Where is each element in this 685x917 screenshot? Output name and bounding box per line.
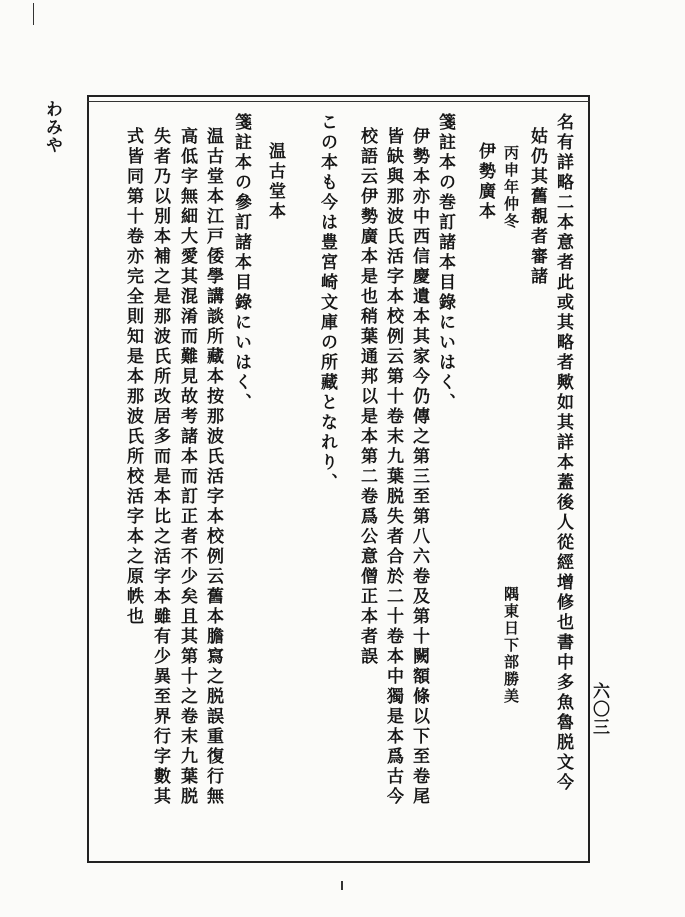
scan-mark [33,3,34,25]
text-column-1: 名有詳略二本意者此或其略者歟如其詳本蓋後人從經增修也書中多魚魯脱文今 [553,113,573,793]
text-column-2: 姑仍其舊覩者審諸 [527,127,547,287]
date-line: 丙申年仲冬 [502,145,520,230]
text-column-15: 失者乃以別本補之是那波氏所改居多而是本比之活字本雖有少異至界行字數其 [150,127,170,807]
text-column-13: 温古堂本江戸倭學講談所藏本按那波氏活字本校例云舊本膽寫之脱誤重復行無 [203,127,223,807]
page-number: 六〇三 [589,682,609,736]
author-signature: 隅東日下部勝美 [502,586,520,705]
top-rule [87,101,590,102]
text-column-8: 皆缺與那波氏活字本校例云第十卷末九葉脱失者合於二十卷本中獨是本爲古今 [383,127,403,807]
section-heading-onkodo: 温古堂本 [265,142,285,222]
scan-speck [341,881,343,890]
section-heading-ise: 伊勢廣本 [475,142,495,222]
text-column-7: 伊勢本亦中西信慶遺本其家今仍傳之第三至第八六卷及第十闕額條以下至卷尾 [409,127,429,807]
text-column-9: 校語云伊勢廣本是也稍葉通邦以是本第二卷爲公意僧正本者誤 [357,127,377,667]
running-head: わみや [42,100,62,154]
text-column-14: 高低字無細大愛其混淆而難見故考諸本而訂正者不少矣且其第十之卷末九葉脱 [177,127,197,807]
text-column-12: 箋註本の參訂諸本目錄にいはく、 [231,113,251,413]
text-column-16: 式皆同第十卷亦完全則知是本那波氏所校活字本之原帙也 [123,127,143,627]
text-column-6: 箋註本の巻訂諸本目錄にいはく、 [435,113,455,413]
text-column-10: この本も今は豊宮崎文庫の所藏となれり、 [317,113,337,493]
